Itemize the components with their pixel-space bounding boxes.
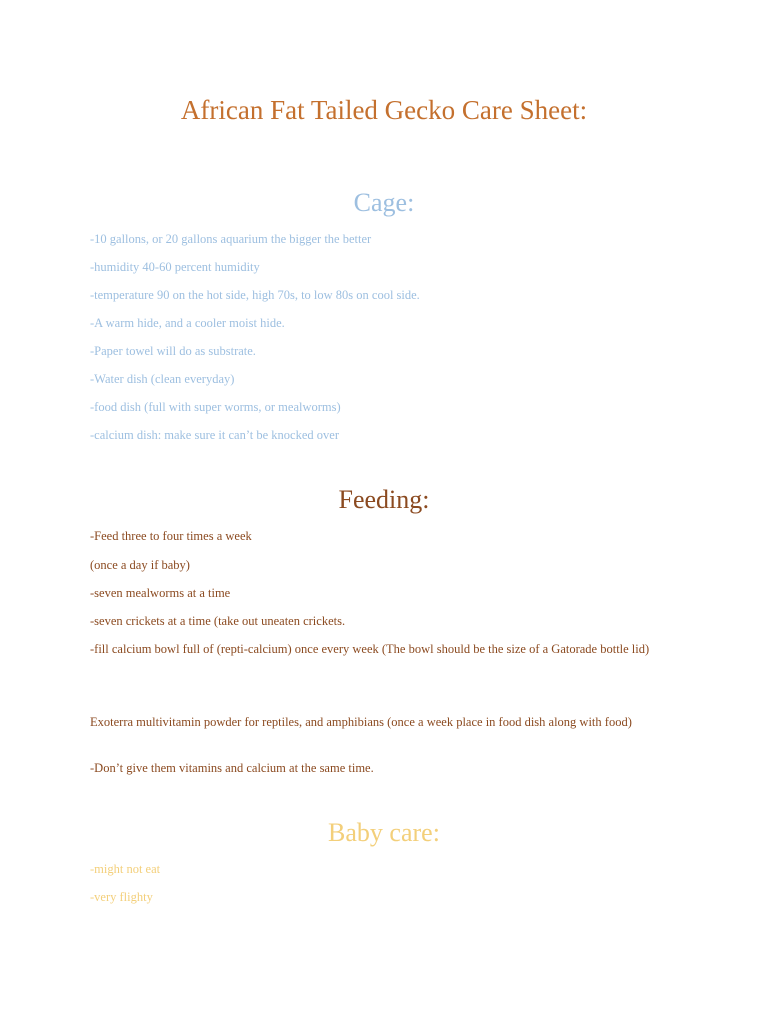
baby-care-item: -very flighty (90, 890, 153, 904)
feeding-item: -fill calcium bowl full of (repti-calcium) once every week (The bowl should be the size of a Gatorade bottle lid) (90, 642, 650, 656)
cage-item: -A warm hide, and a cooler moist hide. (90, 316, 285, 330)
cage-item: -calcium dish: make sure it can’t be knocked over (90, 428, 339, 442)
baby-care-item: -might not eat (90, 862, 161, 876)
feeding-item: -seven crickets at a time (take out uneaten crickets. (90, 614, 346, 628)
cage-item: -food dish (full with super worms, or mealworms) (90, 400, 341, 414)
cage-heading: Cage: (353, 188, 415, 217)
cage-item: -humidity 40-60 percent humidity (90, 260, 260, 274)
cage-item: -10 gallons, or 20 gallons aquarium the bigger the better (90, 232, 372, 246)
feeding-item: -Don’t give them vitamins and calcium at the same time. (90, 761, 374, 775)
page-title: African Fat Tailed Gecko Care Sheet: (180, 95, 588, 125)
feeding-item: (once a day if baby) (90, 558, 190, 572)
feeding-item: Exoterra multivitamin powder for reptiles, and amphibians (once a week place in food dish along with food) (90, 715, 632, 729)
feeding-item: -seven mealworms at a time (90, 586, 231, 600)
cage-item: -Water dish (clean everyday) (90, 372, 235, 386)
feeding-item: -Feed three to four times a week (90, 529, 252, 543)
baby-care-heading: Baby care: (328, 818, 440, 847)
feeding-heading: Feeding: (338, 485, 430, 514)
cage-item: -temperature 90 on the hot side, high 70s, to low 80s on cool side. (90, 288, 420, 302)
cage-item: -Paper towel will do as substrate. (90, 344, 256, 358)
